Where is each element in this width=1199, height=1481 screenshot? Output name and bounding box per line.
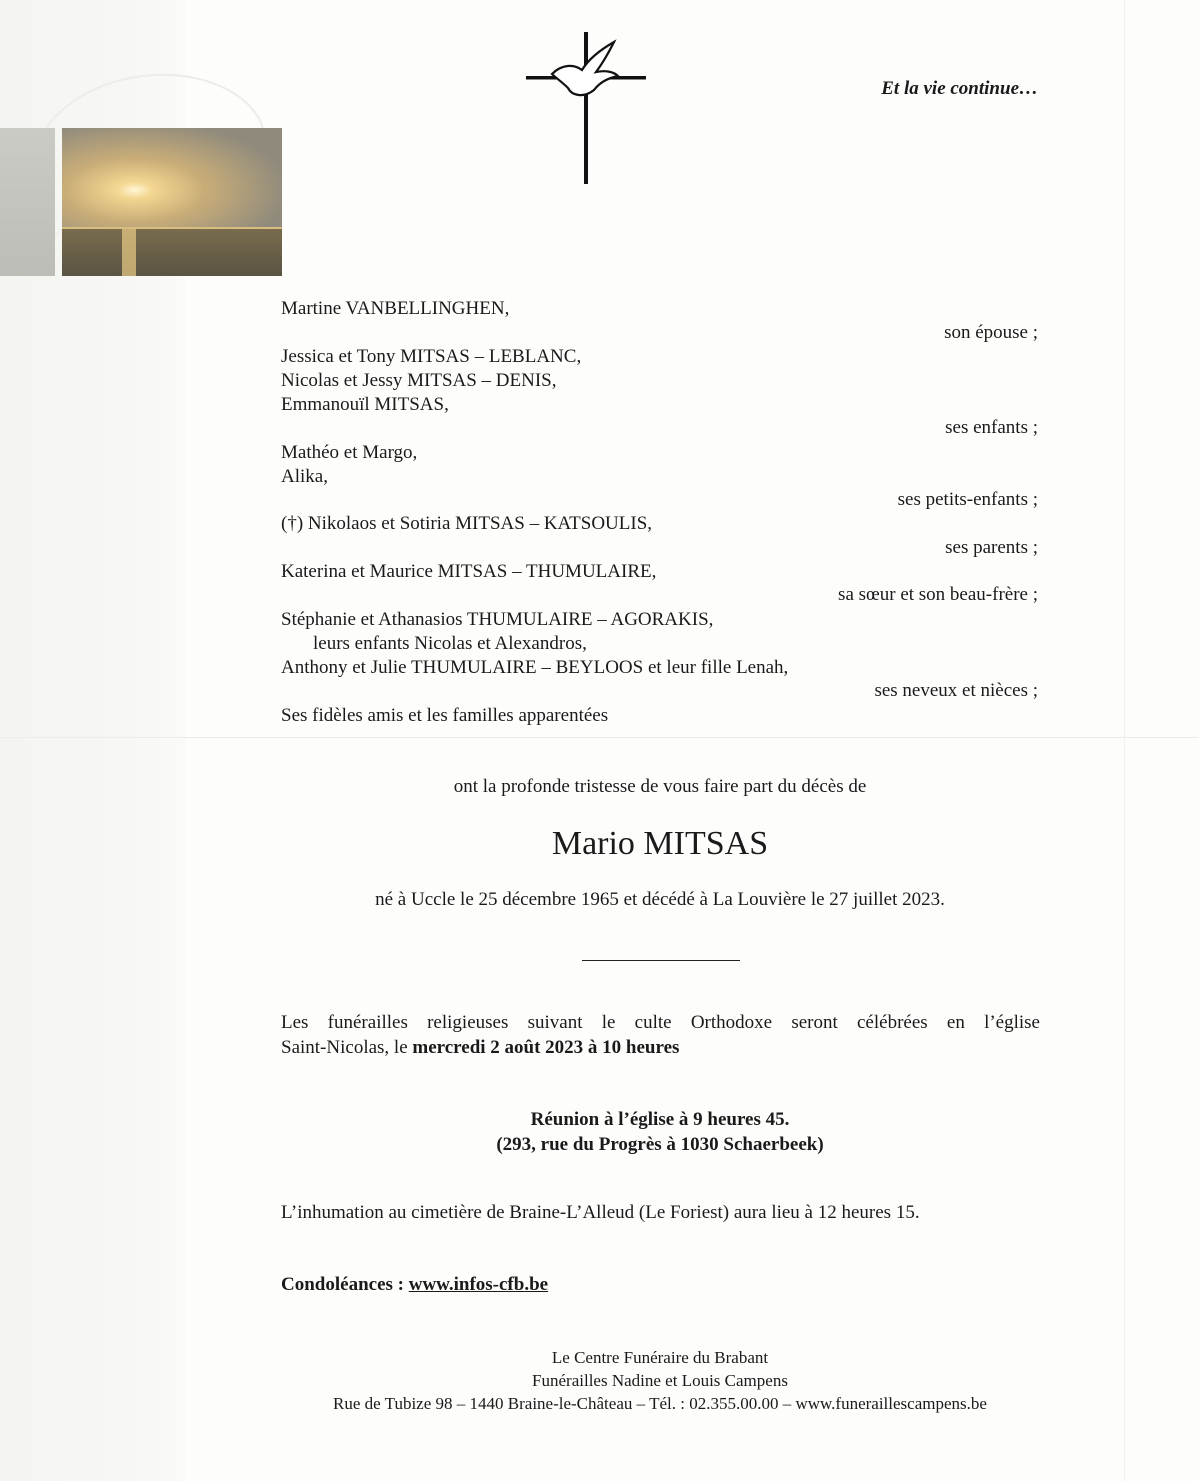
motto: Et la vie continue… [881,78,1038,99]
footer-line-2: Funérailles Nadine et Louis Campens [532,1371,788,1390]
children-role: ses enfants ; [945,417,1038,438]
condolences-label: Condoléances : [281,1274,409,1295]
sister: Katerina et Maurice MITSAS – THUMULAIRE, [281,561,657,582]
right-edge-line [1124,0,1125,1481]
condolences-link[interactable]: www.infos-cfb.be [408,1274,549,1295]
meeting-block [0,1107,1199,1157]
funeral-line-2-start: Saint-Nicolas, le [281,1037,413,1058]
church-address: (293, rue du Progrès à 1030 Schaerbeek) [496,1134,824,1155]
child-2: Nicolas et Jessy MITSAS – DENIS, [281,370,557,391]
deceased-name: Mario MITSAS [551,825,769,862]
meeting-time: Réunion à l’église à 9 heures 45. [530,1109,790,1130]
sunset-photo [62,128,282,276]
child-1: Jessica et Tony MITSAS – LEBLANC, [281,346,582,367]
divider [582,960,740,961]
grandchild-2: Alika, [281,466,328,487]
friends-line: Ses fidèles amis et les familles apparentées [281,705,609,726]
funeral-line-1: Les funérailles religieuses suivant le culte Orthodoxe seront célébrées en l’église [281,1012,1040,1033]
footer-line-1: Le Centre Funéraire du Brabant [551,1348,769,1367]
child-3: Emmanouïl MITSAS, [281,394,449,415]
grandchildren-role: ses petits-enfants ; [897,489,1038,510]
spouse-role: son épouse ; [944,322,1038,343]
spouse-name: Martine VANBELLINGHEN, [281,298,510,319]
nephews-role: ses neveux et nièces ; [874,680,1038,701]
nephews-line-2: leurs enfants Nicolas et Alexandros, [313,633,587,654]
fold-line [0,737,1199,738]
funeral-paragraph [281,1010,1040,1060]
grey-strip [0,128,55,276]
birth-death-line: né à Uccle le 25 décembre 1965 et décédé à La Louvière le 27 juillet 2023. [375,889,945,910]
condolences-line [281,1274,548,1296]
sister-role: sa sœur et son beau-frère ; [838,584,1038,605]
funeral-date-time: mercredi 2 août 2023 à 10 heures [412,1037,680,1058]
cross-with-dove-icon [522,30,652,190]
nephews-line-3: Anthony et Julie THUMULAIRE – BEYLOOS et leur fille Lenah, [281,657,789,678]
parents-role: ses parents ; [945,537,1038,558]
nephews-line-1: Stéphanie et Athanasios THUMULAIRE – AGORAKIS, [281,609,714,630]
announcement-intro: ont la profonde tristesse de vous faire part du décès de [453,776,867,797]
burial-line: L’inhumation au cimetière de Braine-L’Alleud (Le Foriest) aura lieu à 12 heures 15. [281,1202,920,1223]
parents: (†) Nikolaos et Sotiria MITSAS – KATSOULIS, [281,513,653,534]
grandchild-1: Mathéo et Margo, [281,442,418,463]
footer-block [0,1346,1199,1415]
footer-line-3: Rue de Tubize 98 – 1440 Braine-le-Château – Tél. : 02.355.00.00 – www.funeraillescampens.be [333,1394,987,1413]
